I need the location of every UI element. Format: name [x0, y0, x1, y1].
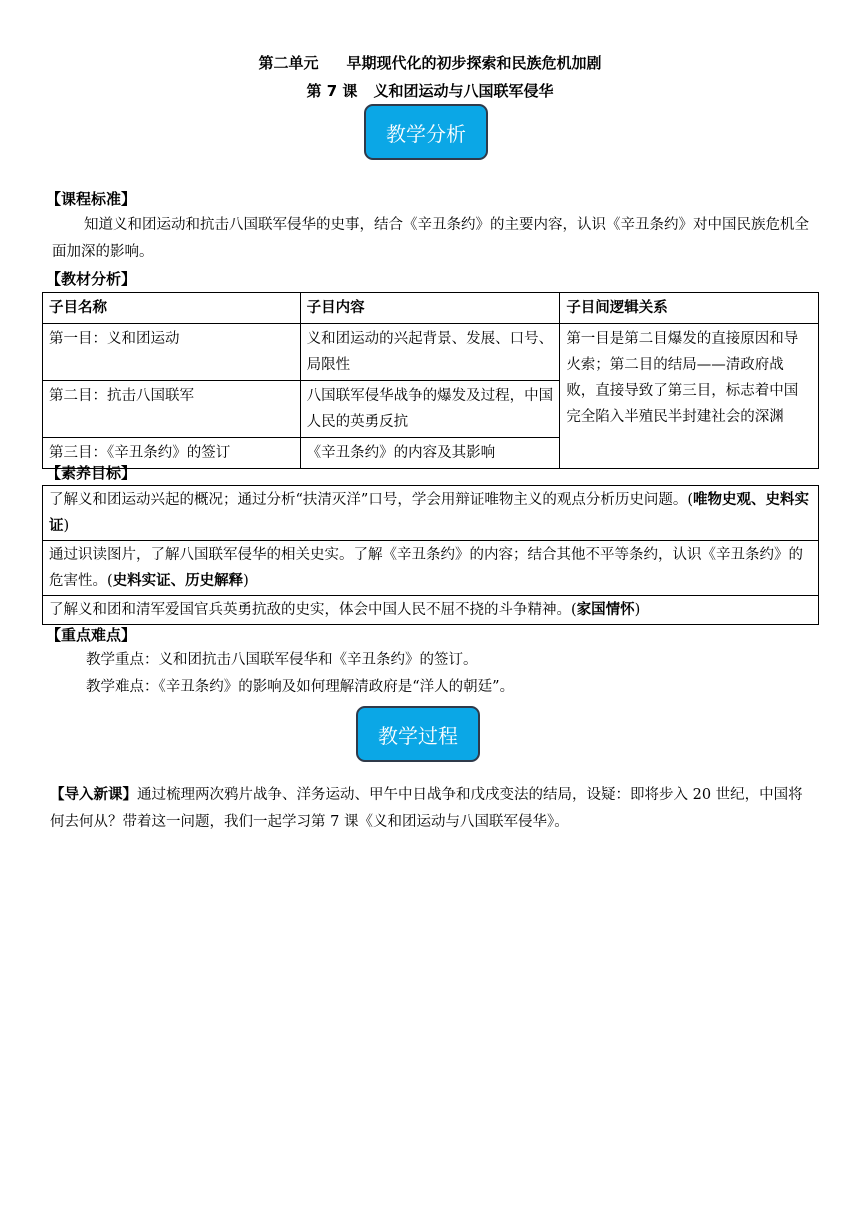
- literacy-heading: 【素养目标】: [46, 464, 137, 482]
- row-content: 《辛丑条约》的内容及其影响: [300, 438, 560, 469]
- row-name: 第三目：《辛丑条约》的签订: [43, 438, 301, 469]
- literacy-table: [42, 485, 819, 625]
- row-content: 八国联军侵华战争的爆发及过程，中国人民的英勇反抗: [300, 381, 560, 438]
- goal-text: 通过识读图片，了解八国联军侵华的相关史实。了解《辛丑条约》的内容；结合其他不平等条约，认识《辛丑条约》的危害性。(: [49, 547, 803, 589]
- unit-name: 早期现代化的初步探索和民族危机加剧: [346, 54, 602, 72]
- goal-close: ): [243, 573, 249, 589]
- table-row: [43, 541, 819, 596]
- intro-paragraph: [50, 782, 816, 836]
- row-name: 第二目：抗击八国联军: [43, 381, 301, 438]
- intro-heading: 【导入新课】: [50, 787, 137, 803]
- material-heading: 【教材分析】: [46, 270, 137, 288]
- table-row: [43, 486, 819, 541]
- teaching-focus: 教学重点：义和团抗击八国联军侵华和《辛丑条约》的签订。: [86, 652, 478, 668]
- teaching-difficulty: 教学难点：《辛丑条约》的影响及如何理解清政府是“洋人的朝廷”。: [86, 679, 515, 695]
- table-row: [43, 596, 819, 625]
- column-header: 子目名称: [43, 293, 301, 324]
- goal-text: 了解义和团运动兴起的概况；通过分析“扶清灭洋”口号，学会用辩证唯物主义的观点分析历史问题。(: [49, 492, 693, 508]
- key-points-heading: 【重点难点】: [46, 626, 137, 644]
- curriculum-text: 知道义和团运动和抗击八国联军侵华的史事，结合《辛丑条约》的主要内容，认识《辛丑条约》对中国民族危机全面加深的影响。: [52, 217, 809, 260]
- unit-title: [0, 52, 860, 73]
- row-name: 第一目：义和团运动: [43, 324, 301, 381]
- goal-close: ): [634, 602, 641, 618]
- material-table: [42, 292, 819, 469]
- lesson-name: 义和团运动与八国联军侵华: [373, 82, 554, 100]
- teaching-analysis-banner: 教学分析: [364, 104, 488, 160]
- lesson-title: [0, 80, 860, 101]
- unit-number: 第二单元: [258, 54, 319, 72]
- literacy-goal: [43, 486, 819, 541]
- column-header: 子目间逻辑关系: [560, 293, 819, 324]
- goal-text: 了解义和团和清军爱国官兵英勇抗敌的史实，体会中国人民不屈不挠的斗争精神。(: [49, 602, 577, 618]
- literacy-goal: [43, 596, 819, 625]
- literacy-goal: [43, 541, 819, 596]
- table-row: [43, 324, 819, 381]
- logic-cell: 第一目是第二目爆发的直接原因和导火索；第二目的结局——清政府战败，直接导致了第三目，标志着中国完全陷入半殖民半封建社会的深渊: [560, 324, 819, 469]
- goal-keywords: 史料实证、历史解释: [112, 573, 244, 589]
- intro-text: 通过梳理两次鸦片战争、洋务运动、甲午中日战争和戊戌变法的结局，设疑：即将步入 20 世纪，中国将何去何从？带着这一问题，我们一起学习第 7 课《义和团运动与八国联军侵华》。: [50, 787, 803, 830]
- row-content: 义和团运动的兴起背景、发展、口号、局限性: [300, 324, 560, 381]
- curriculum-heading: 【课程标准】: [46, 190, 137, 208]
- table-header-row: [43, 293, 819, 324]
- goal-keywords: 家国情怀: [576, 602, 635, 618]
- column-header: 子目内容: [300, 293, 560, 324]
- goal-close: ): [63, 518, 70, 534]
- goal-keywords: 唯物史观、史料实证: [49, 492, 809, 534]
- teaching-process-banner: 教学过程: [356, 706, 480, 762]
- lesson-number: 第 7 课: [306, 82, 358, 100]
